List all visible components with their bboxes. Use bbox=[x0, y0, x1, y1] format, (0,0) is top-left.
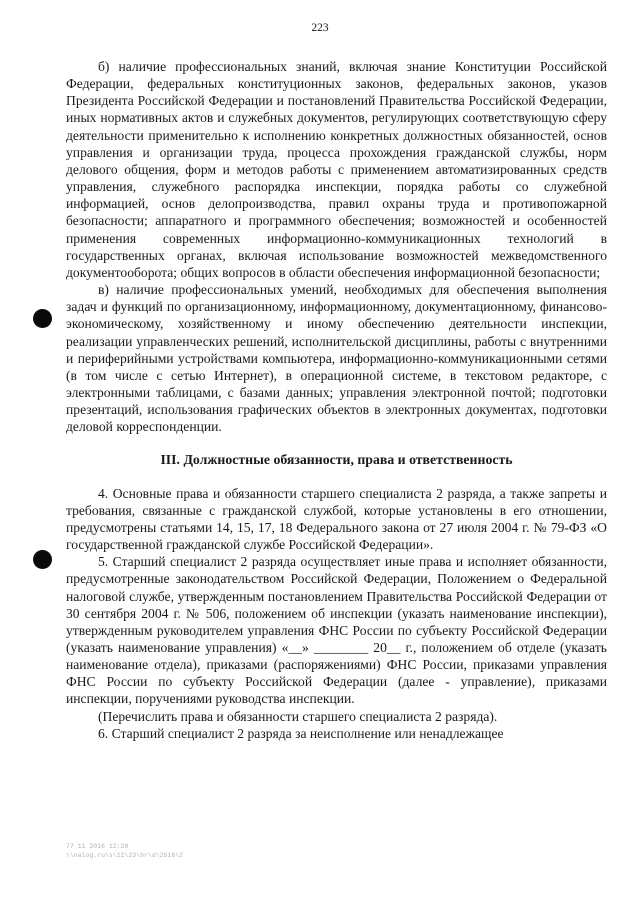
paragraph-5-other-rights: 5. Старший специалист 2 разряда осуществляет иные права и исполняет обязанности, предусмотренные законодательством Российской Федерации, Положением о Федеральной налоговой службе, утвержденным постановлением Правительства Российской Федерации от 30 сентября 2004 г. № 506, положением об инспекции (указать наименование инспекции), утвержденным руководителем управления ФНС России по субъекту Российской Федерации (указать наименование управления) «__» ________ 20__ г., положением об отделе (указать наименование отдела), приказами (распоряжениями) ФНС России, приказами управления ФНС России по субъекту Российской Федерации (далее - управление), приказами инспекции, поручениями руководства инспекции. bbox=[66, 554, 607, 707]
paragraph-b-knowledge: б) наличие профессиональных знаний, включая знание Конституции Российской Федерации, федеральных конституционных законов, федеральных законов, указов Президента Российской Федерации и постановлений Правительства Российской Федерации, иных нормативных актов и служебных документов, регулирующих соответствующую сферу деятельности применительно к исполнению конкретных должностных обязанностей, основ управления и организации труда, процесса прохождения гражданской службы, норм делового общения, форм и методов работы с применением автоматизированных средств управления, служебного распорядка инспекции, порядка работы со служебной информацией, основ делопроизводства, правил охраны труда и противопожарной безопасности; аппаратного и программного обеспечения; возможностей и особенностей применения современных информационно-коммуникационных технологий в государственных органах, включая использование возможностей межведомственного документооборота; общих вопросов в области обеспечения информационной безопасности; bbox=[66, 59, 607, 280]
footer-stamp bbox=[66, 842, 183, 860]
paragraph-note: (Перечислить права и обязанности старшего специалиста 2 разряда). bbox=[98, 708, 498, 724]
document-body bbox=[66, 58, 607, 742]
paragraph-4-rights: 4. Основные права и обязанности старшего специалиста 2 разряда, а также запреты и требования, связанные с гражданской службой, которые установлены в его отношении, предусмотрены статьями 14, 15, 17, 18 Федерального закона от 27 июля 2004 г. № 79-ФЗ «О государственной гражданской службе Российской Федерации». bbox=[66, 485, 607, 553]
section-title: III. Должностные обязанности, права и ответственность bbox=[160, 452, 513, 468]
footer-line-1: 77 11 2016 12:20 bbox=[66, 843, 129, 850]
page-number: 223 bbox=[311, 22, 329, 34]
paragraph-6-responsibility: 6. Старший специалист 2 разряда за неисполнение или ненадлежащее bbox=[98, 725, 504, 741]
footer-line-2: \\nalog.ru\s\11\23\hr\d\2516\2 bbox=[66, 852, 184, 859]
paragraph-v-skills: в) наличие профессиональных умений, необходимых для обеспечения выполнения задач и функций по организационному, информационному, документационному, финансово-экономическому, хозяйственному и иному обеспечению деятельности инспекции, реализации управленческих решений, исполнительской дисциплины, работы с внутренними и периферийными устройствами компьютера, информационно-коммуникационными сетями (в том числе с сетью Интернет), в операционной системе, в текстовом редакторе, с электронными таблицами, с базами данных; управления электронной почтой; подготовки презентаций, использования графических объектов в электронных документах, подготовки деловой корреспонденции. bbox=[66, 282, 607, 435]
punch-hole-top bbox=[33, 309, 52, 328]
punch-hole-middle bbox=[33, 550, 52, 569]
